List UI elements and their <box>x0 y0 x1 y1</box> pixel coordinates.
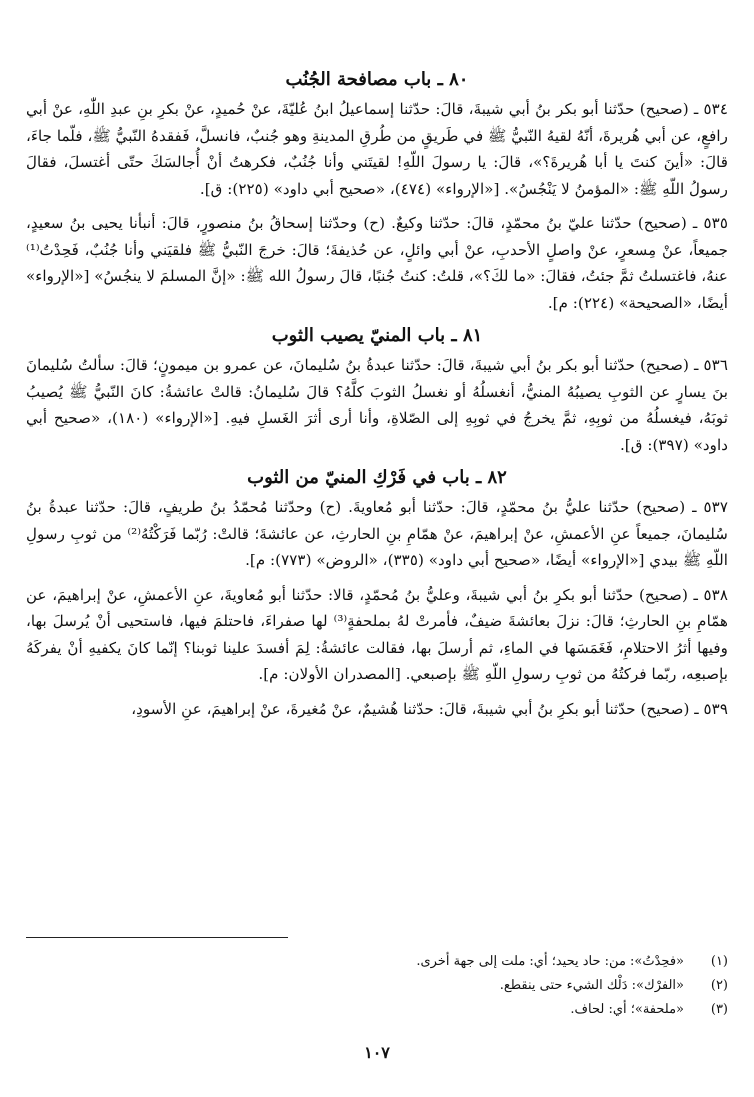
footnote-item <box>26 998 728 1022</box>
page-number: ١٠٧ <box>364 1043 390 1062</box>
footnote-number: (٢) <box>710 978 728 993</box>
hadith-538: ٥٣٨ ـ (صحيح) حدّثنا أبو بكرِ بنُ أبي شيبةَ، وعليُّ بنُ مُحمّدٍ، قالا: حدّثنا أبو مُعاويةَ، عنِ الأعمشِ، عنْ إبراهيمَ، عن همّامِ بنِ الحارثِ؛ قالَ: نزلَ بعائشةَ ضيفٌ، فأمرتْ لهُ بملحفةٍ⁽³⁾ لها صفراءَ، فاحتلمَ فيها، فاستحيى أنْ يُرسلَ بها، وفيها أثرُ الاحتلامِ، فَغَمَسَها في الماءِ، ثم أرسلَ بها، فقالت عائشةُ: لِمَ أفسدَ علينا ثوبنا؟ إنّما كانَ يكفيهِ أنْ يفركَهُ بإصبعِه، ربّما فركتُهُ من ثوبِ رسولِ اللّهِ ﷺ بإصبعي. [المصدران الأولان: م]. <box>26 585 728 683</box>
hadith-534: ٥٣٤ ـ (صحيح) حدّثنا أبو بكر بنُ أبي شيبةَ، قالَ: حدّثنا إسماعيلُ ابنُ عُليّةَ، عنْ حُميدٍ، عنْ بكرِ بنِ عبدِ اللّٰهِ، عنْ أبي رافعٍ، عن أبي هُريرةَ، أنّهُ لقيهُ النّبيُّ ﷺ في طَريقٍ من طُرقِ المدينةِ وهو جُنبٌ، فانسلَّ، فَفقدهُ النّبيُّ ﷺ، فلّما جاءَ، قالَ: «أينَ كنتَ يا أبا هُريرةَ؟»، قالَ: يا رسولَ اللّهِ! لقيتَني وأنا جُنُبٌ، فكرهتُ أنْ أُجالسَكَ حتّى أغتسلَ، فقالَ رسولُ اللّهِ ﷺ: «المؤمنُ لا يَنْجُسُ». [«الإرواء» (٤٧٤)، «صحيح أبي داود» (٢٢٥): ق]. <box>26 100 728 198</box>
hadith-535: ٥٣٥ ـ (صحيح) حدّثنا عليّ بنُ محمّدٍ، قالَ: حدّثنا وكيعٌ. (ح) وحدّثنا إسحاقُ بنُ منصورٍ، قالَ: أنبأنا يحيى بنُ سعيدٍ، جميعاً، عنْ مِسعرٍ، عنْ واصلٍ الأحدبِ، عنْ أبي وائلٍ، عن حُذيفةَ؛ قالَ: خرجَ النّبيُّ ﷺ فلقيَني وأنا جُنُبٌ، فَحِدْتُ⁽¹⁾ عنهُ، فاغتسلتُ ثمَّ جئتُ، فقالَ: «ما لكَ؟»، قلتُ: كنتُ جُنبًا، قالَ رسولُ الله ﷺ: «إنَّ المسلمَ لا ينجُسُ» [«الإرواء» أيضًا، «الصحيحة» (٢٢٤): م]. <box>26 214 728 312</box>
footnote-text: «الفرْك»: دَلْك الشيء حتى ينقطع. <box>499 978 684 993</box>
chapter-heading-82: ٨٢ ـ باب في فَرْكِ المنيّ من الثوب <box>247 467 507 488</box>
hadith-536: ٥٣٦ ـ (صحيح) حدّثنا أبو بكر بنُ أبي شيبةَ، قالَ: حدّثنا عبدةُ بنُ سُليمانَ، عن عمرو بن ميمونٍ؛ قالَ: سألتُ سُليمانَ بنَ يسارٍ عن الثوبِ يصيبُهُ المنيُّ، أنغسلُهُ أو نغسلُ الثوبَ كلَّهُ؟ قالَ سُليمانُ: قالتْ عائشةُ: كانَ النّبيُّ ﷺ يُصيبُ ثوبَهُ، فيغسلُهُ من ثوبِهِ، ثمَّ يخرجُ في ثوبِهِ إلى الصّلاةِ، وأنا أرى أثرَ الغَسلِ فيهِ. [«الإرواء» (١٨٠)، «صحيح أبي داود» (٣٩٧): ق]. <box>26 356 729 454</box>
footnote-number: (٣) <box>710 1002 728 1017</box>
page-body <box>26 66 728 728</box>
footnote-text: «ملحفة»؛ أي: لحاف. <box>570 1002 684 1017</box>
hadith-537: ٥٣٧ ـ (صحيح) حدّثنا عليُّ بنُ محمّدٍ، قالَ: حدّثنا أبو مُعاويةَ. (ح) وحدّثنا مُحمّدُ بنُ طريفٍ، قالَ: حدّثنا عبدةُ بنُ سُليمانَ، جميعاً عنِ الأعمشِ، عنْ إبراهيمَ، عنْ همّامِ بنِ الحارثِ، عن عائشةَ؛ قالتْ: رُبّما فَرَكْتُهُ⁽²⁾ من ثوبِ رسولِ اللّهِ ﷺ بيدي [«الإرواء» أيضًا، «صحيح أبي داود» (٣٣٥)، «الروض» (٧٧٣): م]. <box>26 498 728 569</box>
footnote-number: (١) <box>710 954 728 969</box>
chapter-heading-80: ٨٠ ـ باب مصافحة الجُنُب <box>285 69 469 90</box>
footnote-item <box>26 974 728 998</box>
footnotes <box>26 950 728 1022</box>
hadith-539: ٥٣٩ ـ (صحيح) حدّثنا أبو بكرِ بنُ أبي شيبةَ، قالَ: حدّثنا هُشيمٌ، عنْ مُغيرةَ، عنْ إبراهيمَ، عنِ الأسودِ، <box>131 699 728 718</box>
footnote-item <box>26 950 728 974</box>
footnote-divider <box>26 937 288 938</box>
chapter-heading-81: ٨١ ـ باب المنيّ يصيب الثوب <box>271 325 483 346</box>
footnote-text: «فحِدْتُ»: من: حاد يحيد؛ أي: ملت إلى جهة أخرى. <box>416 954 684 969</box>
